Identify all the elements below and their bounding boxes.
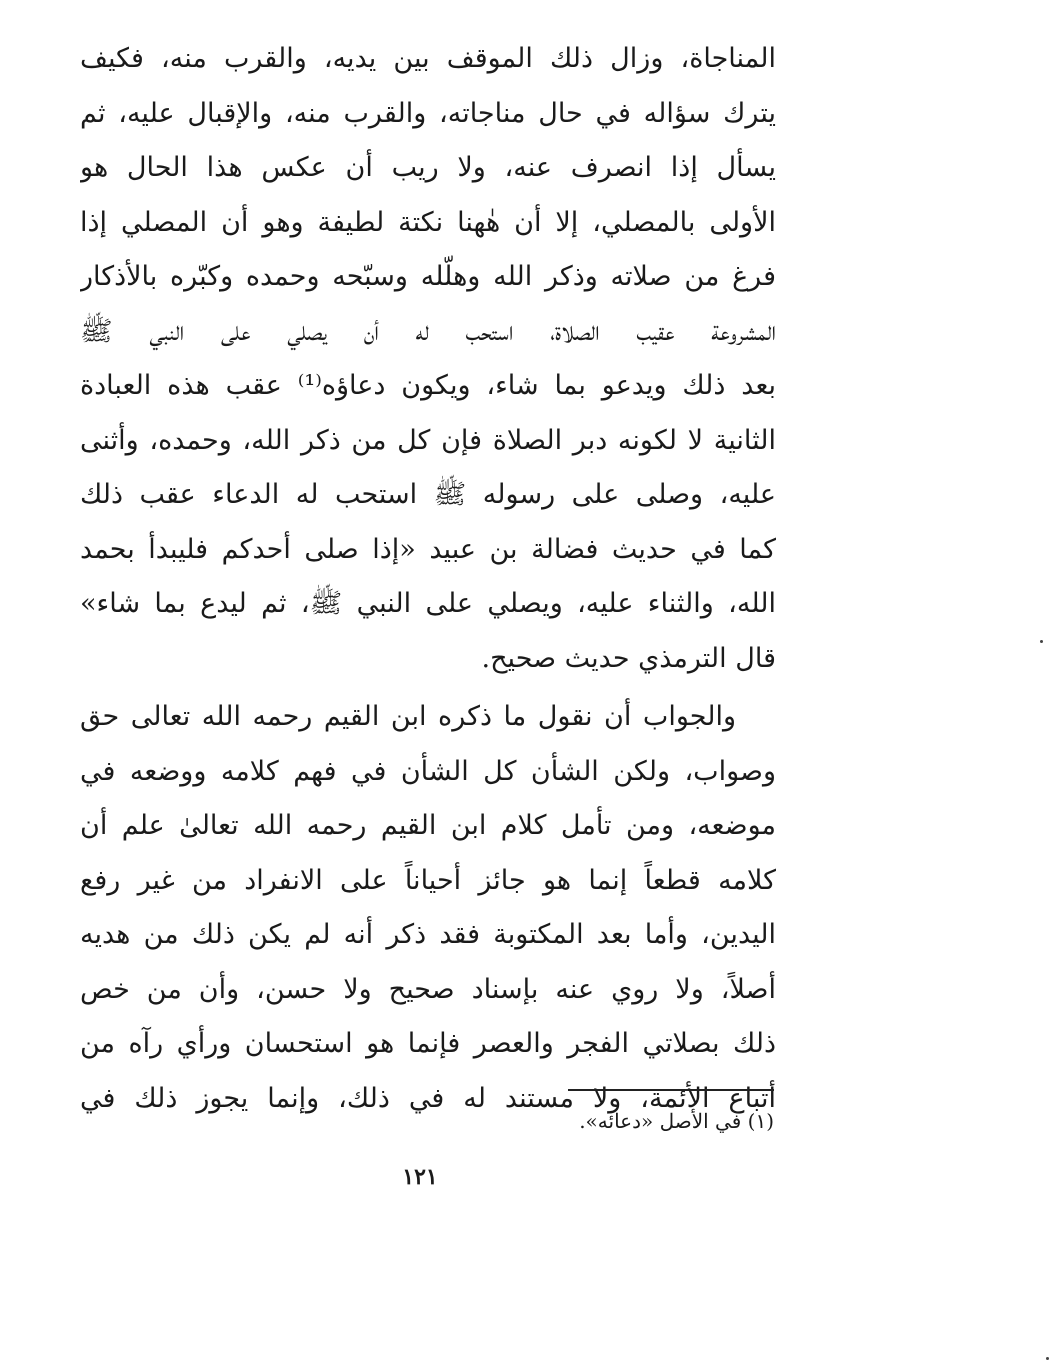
footnote: (١) في الأصل «دعائه». [579,1109,774,1133]
text-line: الثانية لا لكونه دبر الصلاة فإن كل من ذكر الله، وحمده، وأثنى [80,424,776,456]
text-line: والجواب أن نقول ما ذكره ابن القيم رحمه الله تعالى حق [80,701,736,732]
text-line: المشروعة عقيب الصلاة، استحب له أن يصلي على النبي ﷺ [80,315,776,347]
text-line: الله، والثناء عليه، ويصلي على النبي ﷺ، ثم ليدع بما شاء» [80,588,776,619]
text-line: فرغ من صلاته وذكر الله وهلّله وسبّحه وحمده وكبّره بالأذكار [80,261,776,292]
text-line: يترك سؤاله في حال مناجاته، والقرب منه، والإقبال عليه، ثم [80,97,776,129]
text-line: الأولى بالمصلي، إلا أن هٰهنا نكتة لطيفة وهو أن المصلي إذا [80,206,776,238]
text-line: وصواب، ولكن الشأن كل الشأن في فهم كلامه ووضعه في [80,755,776,787]
footnote-separator [568,1089,774,1091]
text-line: اليدين، وأما بعد المكتوبة فقد ذكر أنه لم يكن ذلك من هديه [80,919,776,950]
text-line: أتباع الأئمة، ولا مستند له في ذلك، وإنما يجوز ذلك في [80,1082,776,1114]
text-line: كما في حديث فضالة بن عبيد «إذا صلى أحدكم فليبدأ بحمد [80,533,776,565]
scan-speck [1040,640,1043,643]
text-line: عليه، وصلى على رسوله ﷺ استحب له الدعاء عقب ذلك [80,479,776,510]
text-line: يسأل إذا انصرف عنه، ولا ريب أن عكس هذا الحال هو [80,152,776,183]
page-number: ١٢١ [402,1164,438,1190]
body-text [80,32,776,1126]
scan-speck [1046,1357,1049,1360]
paragraph-2 [80,690,776,1126]
text-line: أصلاً، ولا روي عنه بإسناد صحيح ولا حسن، وأن من خص [80,973,776,1005]
text-line: المناجاة، وزال ذلك الموقف بين يديه، والقرب منه، فكيف [80,43,776,74]
text-line: بعد ذلك ويدعو بما شاء، ويكون دعاؤه⁽¹⁾ عقب هذه العبادة [80,370,776,401]
text-line: موضعه، ومن تأمل كلام ابن القيم رحمه الله تعالىٰ علم أن [80,810,776,841]
text-line: ذلك بصلاتي الفجر والعصر فإنما هو استحسان ورأي رآه من [80,1028,776,1059]
text-line: كلامه قطعاً إنما هو جائز أحياناً على الانفراد من غير رفع [80,864,776,896]
paragraph-1 [80,32,776,686]
text-line: قال الترمذي حديث صحيح. [481,642,776,674]
